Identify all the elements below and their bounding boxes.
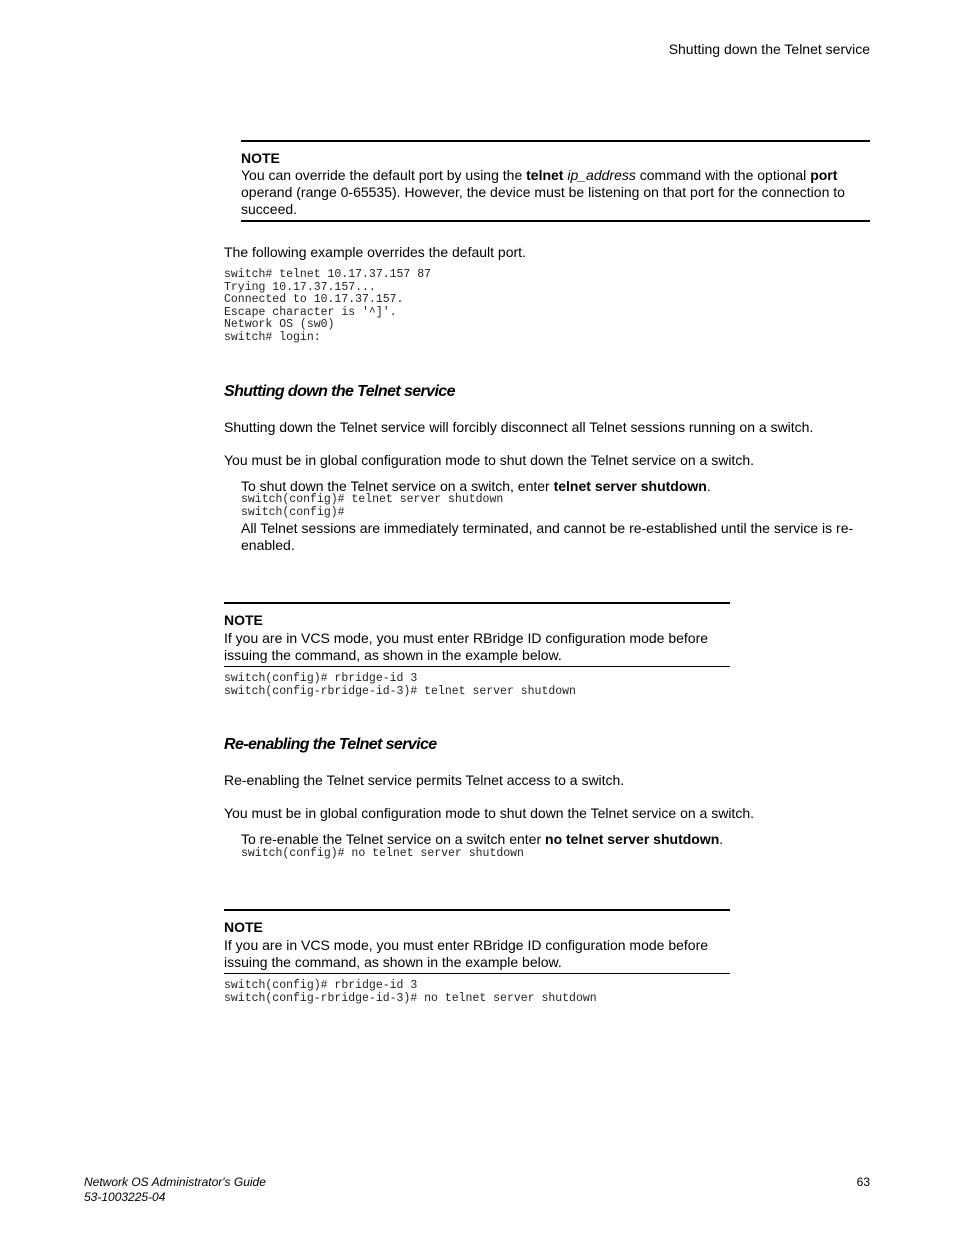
code-block-no-shutdown	[241, 848, 524, 861]
step-text: .	[706, 478, 711, 494]
note-command: telnet	[526, 167, 564, 183]
note-text: You can override the default port by using the	[241, 167, 527, 183]
code-line: switch# login:	[224, 330, 321, 344]
step-result: All Telnet sessions are immediately terminated, and cannot be re-established until the service is re-enabled.	[241, 520, 854, 553]
code-line: switch(config)#	[241, 505, 345, 519]
footer-guide-info	[84, 1175, 266, 1205]
note-body	[241, 167, 870, 218]
note-text: operand (range 0-65535). However, the device must be listening on that port for the connection to succeed.	[241, 184, 845, 217]
step-command: telnet server shutdown	[553, 478, 707, 494]
paragraph: Re-enabling the Telnet service permits Telnet access to a switch.	[224, 772, 625, 788]
paragraph: You must be in global configuration mode to shut down the Telnet service on a switch.	[224, 805, 754, 821]
section-heading-shutdown: Shutting down the Telnet service	[224, 383, 455, 400]
note-box-default-port	[241, 140, 870, 222]
code-line: switch(config)# no telnet server shutdown	[241, 847, 524, 860]
code-line: Network OS (sw0)	[224, 318, 335, 332]
note-body: If you are in VCS mode, you must enter RBridge ID configuration mode before issuing the command, as shown in the example below.	[224, 630, 709, 663]
footer-doc-number: 53-1003225-04	[84, 1190, 166, 1204]
code-block-rbridge-no-shutdown	[224, 980, 597, 1005]
page-number: 63	[856, 1175, 870, 1189]
code-line: switch(config)# rbridge-id 3	[224, 672, 418, 685]
example-intro: The following example overrides the default port.	[224, 244, 526, 260]
section-heading-reenable: Re-enabling the Telnet service	[224, 736, 437, 753]
paragraph: Shutting down the Telnet service will forcibly disconnect all Telnet sessions running on a switch.	[224, 419, 814, 435]
code-line: Escape character is '^]'.	[224, 305, 397, 319]
code-block-shutdown	[241, 494, 503, 519]
note-box-vcs-mode	[224, 602, 730, 667]
step-text: To shut down the Telnet service on a switch, enter	[241, 478, 554, 494]
note-option: port	[810, 167, 838, 183]
code-line: switch(config-rbridge-id-3)# no telnet server shutdown	[224, 991, 597, 1005]
step-text: To re-enable the Telnet service on a switch enter	[241, 831, 546, 847]
code-line: switch# telnet 10.17.37.157 87	[224, 268, 432, 281]
note-text: command with the optional	[635, 167, 811, 183]
footer-guide-title: Network OS Administrator's Guide	[84, 1175, 266, 1189]
code-line: Connected to 10.17.37.157.	[224, 293, 404, 307]
code-line: switch(config-rbridge-id-3)# telnet server shutdown	[224, 684, 576, 698]
note-box-vcs-mode	[224, 909, 730, 974]
note-body: If you are in VCS mode, you must enter RBridge ID configuration mode before issuing the command, as shown in the example below.	[224, 937, 709, 970]
paragraph: You must be in global configuration mode to shut down the Telnet service on a switch.	[224, 452, 754, 468]
note-title: NOTE	[241, 150, 280, 166]
code-line: switch(config)# rbridge-id 3	[224, 979, 418, 992]
code-block-telnet-port	[224, 269, 431, 345]
step-text: .	[719, 831, 724, 847]
code-line: Trying 10.17.37.157...	[224, 280, 376, 294]
note-title: NOTE	[224, 919, 263, 935]
step-command: no telnet server shutdown	[545, 831, 720, 847]
note-argument: ip_address	[567, 167, 636, 183]
running-header: Shutting down the Telnet service	[668, 41, 870, 57]
note-title: NOTE	[224, 612, 263, 628]
code-line: switch(config)# telnet server shutdown	[241, 493, 504, 506]
code-block-rbridge-shutdown	[224, 673, 576, 698]
step-instruction	[241, 831, 723, 848]
